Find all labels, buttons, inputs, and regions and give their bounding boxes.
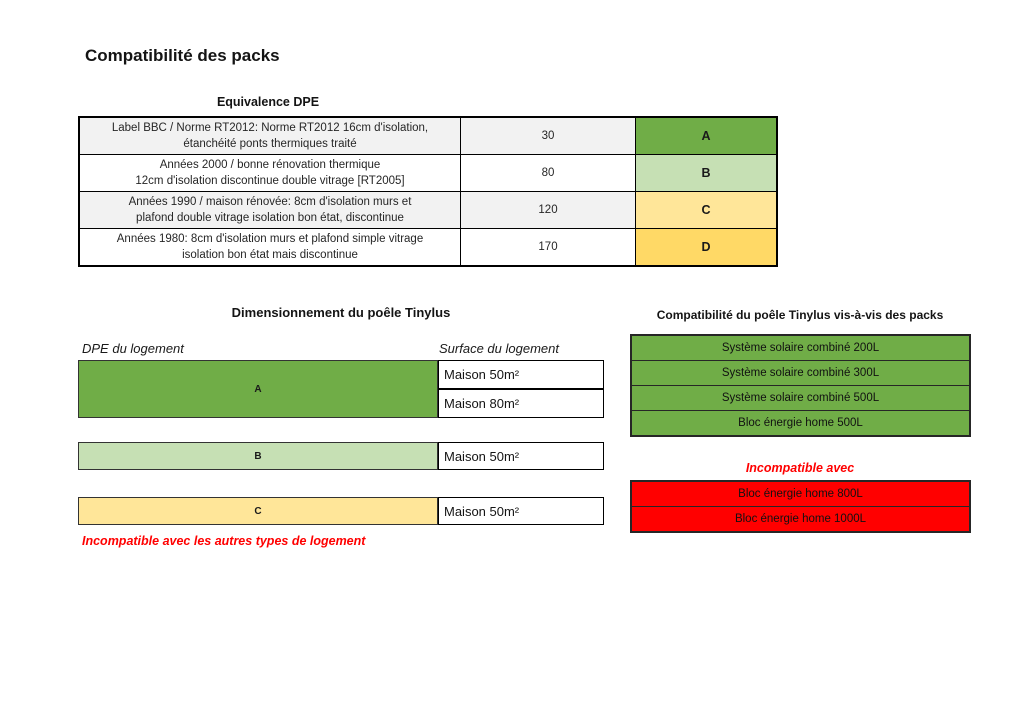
description-line: Label BBC / Norme RT2012: Norme RT2012 16cm d'isolation, xyxy=(111,122,429,134)
page-title: Compatibilité des packs xyxy=(85,46,280,65)
surface-cell: Maison 80m² xyxy=(438,389,604,418)
pack-item: Bloc énergie home 1000L xyxy=(632,506,969,531)
grade-block-a: A xyxy=(78,360,438,418)
dpe-value-cell: 120 xyxy=(461,192,636,229)
grade-block-b: B xyxy=(78,442,438,470)
dpe-value-cell: 170 xyxy=(461,229,636,267)
compatibility-title: Compatibilité du poêle Tinylus vis-à-vis des packs xyxy=(656,308,944,322)
pack-item: Bloc énergie home 500L xyxy=(632,410,969,435)
equivalence-table-title: Equivalence DPE xyxy=(216,95,320,109)
description-line: Années 1990 / maison rénovée: 8cm d'isolation murs et xyxy=(128,196,412,208)
description-line: isolation bon état mais discontinue xyxy=(182,249,358,261)
dpe-value-cell: 80 xyxy=(461,155,636,192)
column-header-dpe: DPE du logement xyxy=(82,341,184,356)
description-line: Années 1980: 8cm d'isolation murs et plafond simple vitrage xyxy=(116,233,424,245)
surface-cell: Maison 50m² xyxy=(438,360,604,389)
table-row xyxy=(79,192,777,229)
pack-item: Système solaire combiné 300L xyxy=(632,360,969,385)
compatible-packs-list xyxy=(630,334,971,437)
dpe-grade-cell: C xyxy=(636,192,778,229)
incompatible-packs-list xyxy=(630,480,971,533)
table-row xyxy=(79,229,777,267)
incompatibility-note: Incompatible avec les autres types de logement xyxy=(82,534,366,548)
description-line: plafond double vitrage isolation bon état, discontinue xyxy=(136,212,404,224)
dpe-description-cell xyxy=(79,155,461,192)
dpe-value-cell: 30 xyxy=(461,117,636,155)
dpe-description-cell xyxy=(79,117,461,155)
description-line: 12cm d'isolation discontinue double vitrage [RT2005] xyxy=(135,175,405,187)
description-line: étanchéité ponts thermiques traité xyxy=(183,138,357,150)
dpe-description-cell xyxy=(79,229,461,267)
description-line: Années 2000 / bonne rénovation thermique xyxy=(159,159,381,171)
pack-item: Système solaire combiné 200L xyxy=(632,336,969,360)
dpe-description-cell xyxy=(79,192,461,229)
pack-item: Bloc énergie home 800L xyxy=(632,482,969,506)
pack-item: Système solaire combiné 500L xyxy=(632,385,969,410)
surface-cell: Maison 50m² xyxy=(438,497,604,525)
table-row xyxy=(79,117,777,155)
dimensionnement-title: Dimensionnement du poêle Tinylus xyxy=(231,305,451,320)
column-header-surface: Surface du logement xyxy=(439,341,559,356)
dpe-grade-cell: A xyxy=(636,117,778,155)
table-row xyxy=(79,155,777,192)
dpe-grade-cell: D xyxy=(636,229,778,267)
grade-block-c: C xyxy=(78,497,438,525)
incompatible-label: Incompatible avec xyxy=(745,461,855,475)
surface-cell: Maison 50m² xyxy=(438,442,604,470)
dpe-grade-cell: B xyxy=(636,155,778,192)
equivalence-table xyxy=(78,116,778,267)
